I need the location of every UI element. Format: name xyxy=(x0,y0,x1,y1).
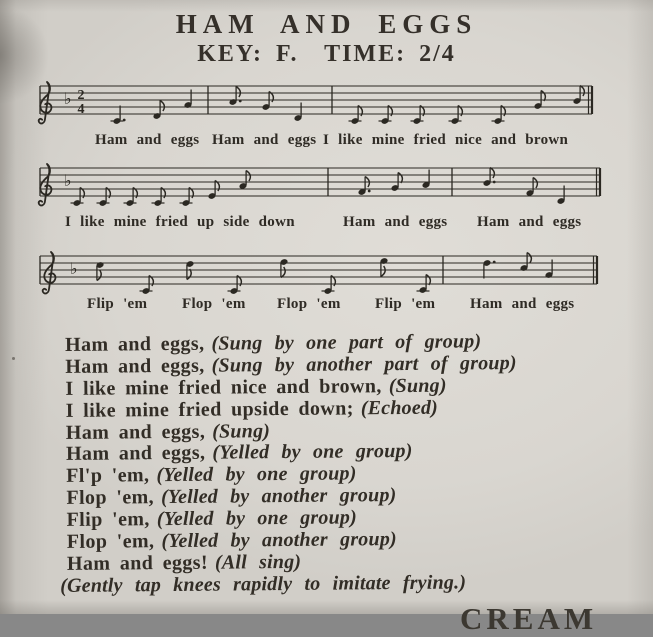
note xyxy=(349,106,363,125)
note xyxy=(140,276,154,295)
lyrics-block xyxy=(58,329,640,597)
lyric-direction: (Yelled by another group) xyxy=(160,484,397,509)
note xyxy=(96,261,105,280)
note xyxy=(239,171,251,190)
song-title: HAM AND EGGS xyxy=(175,9,478,39)
lyric-text: Ham and eggs, xyxy=(65,354,205,378)
note xyxy=(422,170,431,189)
lyric-text: Flop 'em, xyxy=(66,486,155,510)
staff-lyric: Ham and eggs xyxy=(212,132,317,148)
note xyxy=(483,168,496,187)
note xyxy=(180,188,194,207)
staff-lyric: Flop 'em xyxy=(277,296,341,312)
lyric-text: Flop 'em, xyxy=(66,530,155,553)
note xyxy=(379,106,393,125)
time-signature-digit: 4 xyxy=(77,102,85,117)
note xyxy=(184,90,193,109)
staff-2 xyxy=(0,158,653,218)
lyric-text: Ham and eggs! xyxy=(66,551,209,575)
staff-lyric: Flip 'em xyxy=(87,296,148,312)
note xyxy=(208,181,220,200)
song-key-time: KEY: F. TIME: 2/4 xyxy=(197,41,456,67)
note xyxy=(124,188,138,207)
lyric-direction: (Gently tap knees rapidly to imitate frying.) xyxy=(60,571,467,597)
note xyxy=(280,258,289,277)
paper-speck xyxy=(12,357,15,360)
dot xyxy=(493,181,496,184)
note xyxy=(322,276,336,295)
note xyxy=(557,186,566,205)
note xyxy=(229,87,242,106)
treble-clef-icon xyxy=(43,252,56,293)
note xyxy=(380,257,389,276)
lyric-text: Fl'p 'em, xyxy=(66,464,150,488)
lyric-direction: (Sung) xyxy=(212,419,271,443)
flat-sign: ♭ xyxy=(64,171,72,190)
dot xyxy=(493,261,496,264)
note xyxy=(573,86,585,105)
time-signature-digit: 2 xyxy=(77,88,85,103)
lyric-direction: (Echoed) xyxy=(360,396,439,420)
staff-lyric: Ham and eggs xyxy=(470,296,575,312)
lyric-direction: (Yelled by another group) xyxy=(161,528,397,553)
lyric-text: I like mine fried nice and brown, xyxy=(65,374,382,400)
note xyxy=(294,103,303,122)
note xyxy=(411,106,425,125)
note xyxy=(483,259,496,278)
note xyxy=(526,178,538,197)
lyric-text: I like mine fried upside down; xyxy=(65,397,354,422)
lyric-text: Ham and eggs, xyxy=(65,442,206,466)
note xyxy=(358,177,371,196)
next-song-partial-title: CREAM xyxy=(460,601,598,636)
note xyxy=(152,188,166,207)
note xyxy=(228,276,242,295)
lyric-text: Ham and eggs, xyxy=(65,420,206,444)
flat-sign: ♭ xyxy=(70,259,78,278)
staff-lyric: Ham and eggs xyxy=(95,132,200,148)
staff-lyric: Flop 'em xyxy=(182,296,246,312)
lyric-direction: (Yelled by one group) xyxy=(156,506,358,531)
lyric-direction: (Sung by one part of group) xyxy=(211,330,482,355)
note xyxy=(449,106,463,125)
staff-lyric: Flip 'em xyxy=(375,296,436,312)
note xyxy=(111,106,126,125)
dot xyxy=(368,190,371,193)
lyric-line xyxy=(60,570,640,597)
lyric-direction: (Yelled by one group) xyxy=(156,462,357,487)
lyric-direction: (Yelled by one group) xyxy=(212,440,413,465)
lyric-direction: (Sung by another part of group) xyxy=(211,351,517,377)
staff-1 xyxy=(0,76,653,136)
dot xyxy=(239,100,242,103)
note xyxy=(71,188,85,207)
staff-lyric: I like mine fried up side down xyxy=(65,214,295,230)
note xyxy=(153,101,165,120)
lyric-text: Flip 'em, xyxy=(66,508,150,532)
note xyxy=(492,106,506,125)
note xyxy=(520,253,532,272)
staff-lyric: Ham and eggs xyxy=(343,214,448,230)
lyric-direction: (All sing) xyxy=(214,550,302,574)
lyric-text: Ham and eggs, xyxy=(64,332,205,356)
staff-lyric: I like mine fried nice and brown xyxy=(323,132,569,148)
note xyxy=(97,188,111,207)
staff-lyric: Ham and eggs xyxy=(477,214,582,230)
note xyxy=(545,260,554,279)
lyric-direction: (Sung) xyxy=(388,374,447,397)
flat-sign: ♭ xyxy=(64,89,72,108)
note xyxy=(262,92,274,111)
